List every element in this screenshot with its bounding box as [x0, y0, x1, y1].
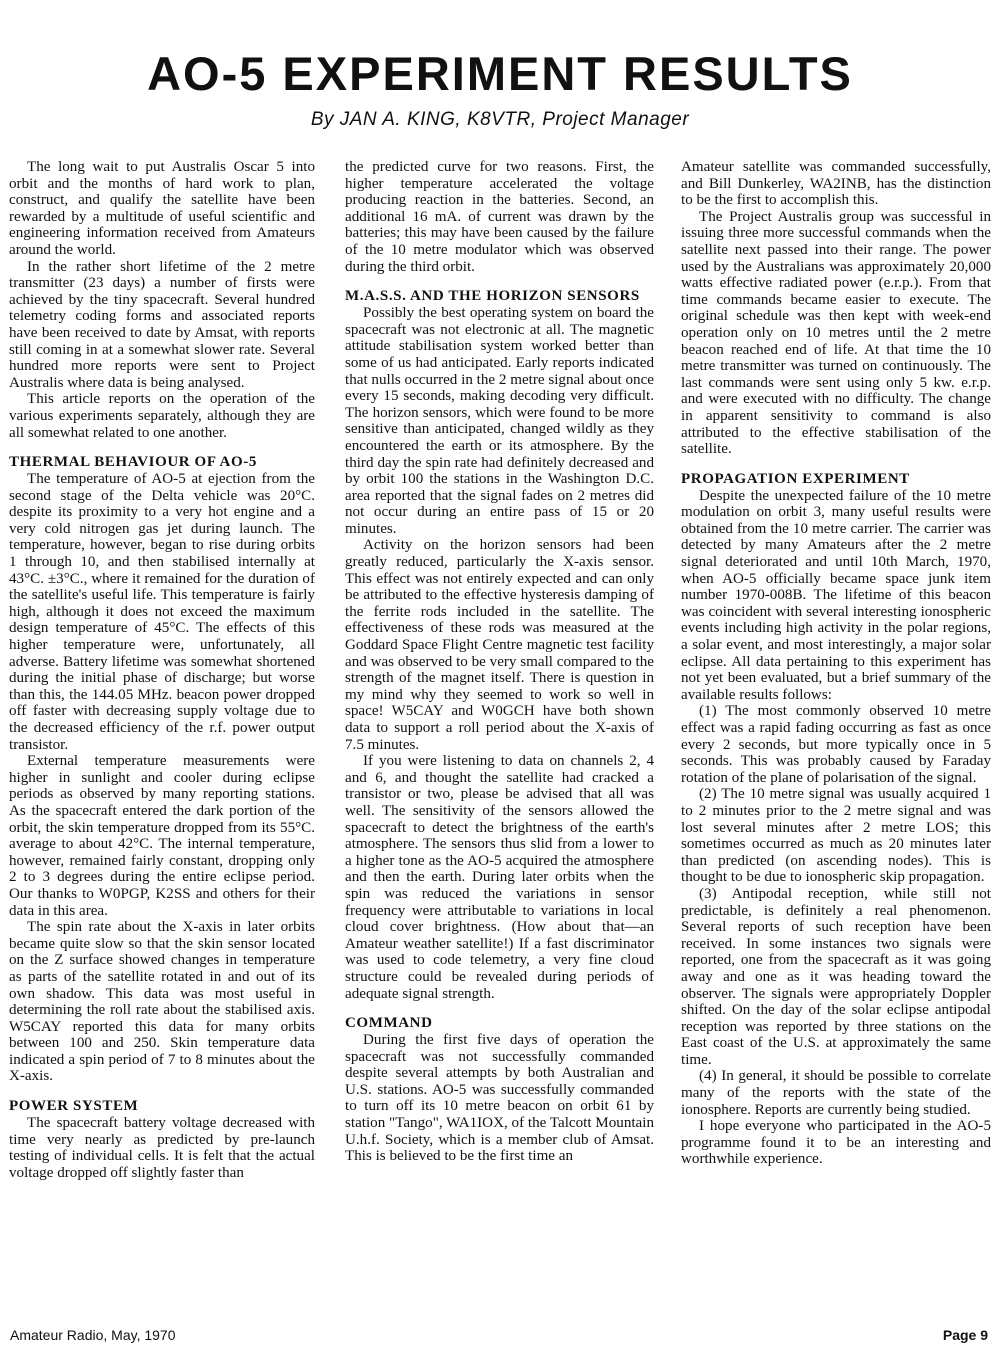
paragraph: The long wait to put Australis Oscar 5 into orbit and the months of hard work to plan, construct, and qualify the satellite have been rewarded by a multitude of useful scientific and engineering information received from Amateurs around the world. [9, 159, 315, 258]
section-heading-power: POWER SYSTEM [9, 1098, 139, 1115]
paragraph: (2) The 10 metre signal was usually acquired 1 to 2 minutes prior to the 2 metre signal and was lost several minutes after 2 metre LOS; this sometimes occurred as much as 20 minutes later than predicted (on ascending nodes). This is thought to be due to ionospheric skip propagation. [681, 786, 991, 886]
paragraph: the predicted curve for two reasons. First, the higher temperature accelerated the voltage producing reaction in the batteries. Second, an additional 16 mA. of current was drawn by the batteries; this may have been caused by the failure of the 10 metre modulator which was observed during the third orbit. [345, 159, 654, 275]
footer-publication: Amateur Radio, May, 1970 [10, 1327, 176, 1343]
paragraph: This article reports on the operation of the various experiments separately, although they are all somewhat related to one another. [9, 391, 315, 441]
paragraph: I hope everyone who participated in the AO-5 programme found it to be an interesting and worthwhile experience. [681, 1118, 991, 1168]
text-column-2 [345, 159, 654, 1309]
paragraph: In the rather short lifetime of the 2 metre transmitter (23 days) a number of firsts were achieved by the tiny spacecraft. Several hundred telemetry coding forms and associated reports have been received to date by Amsat, with reports still coming in at a somewhat slower rate. Several hundred more reports were sent to Project Australis where data is being analysed. [9, 258, 315, 391]
section-heading-mass: M.A.S.S. AND THE HORIZON SENSORS [345, 288, 640, 305]
paragraph: (3) Antipodal reception, while still not predictable, is definitely a real phenomenon. Several reports of such reception have been received. In some instances two signals were reported, one from the spacecraft as it was going away and one as it was heading toward the observer. The signals were appropriately Doppler shifted. On the day of the solar eclipse antipodal reception was reported by three stations on the East coast of the U.S. at approximately the same time. [681, 885, 991, 1068]
paragraph: (1) The most commonly observed 10 metre effect was a rapid fading occurring as fast as once every 2 seconds, but more typically once in 5 seconds. This was probably caused by Faraday rotation of the plane of polarisation of the signal. [681, 703, 991, 786]
section-heading-command: COMMAND [345, 1015, 433, 1032]
paragraph: (4) In general, it should be possible to correlate many of the reports with the state of the ionosphere. Reports are currently being studied. [681, 1068, 991, 1118]
paragraph: The Project Australis group was successful in issuing three more successful commands when the satellite next passed into their range. The power used by the Australians was approximately 20,000 watts effective radiated power (e.r.p.). From that time commands became easier to execute. The original schedule was then kept with week-end operation only on 10 metres until the 2 metre beacon reached end of life. At that time the 10 metre transmitter was turned on continuously. The last commands were sent using only 5 kw. e.r.p. and were executed with no difficulty. The change in apparent sensitivity to command is also attributed to the effective stabilisation of the satellite. [681, 208, 991, 458]
text-column-1 [9, 159, 315, 1309]
paragraph: Possibly the best operating system on board the spacecraft was not electronic at all. The magnetic attitude stabilisation system worked better than some of us had anticipated. Early reports indicated that nulls occurred in the 2 metre signal about once every 15 seconds, making decoding very difficult. The horizon sensors, which were found to be more sensitive than anticipated, changed wildly as they encountered the earth or its atmosphere. By the third day the spin rate had definitely decreased and by orbit 100 the stations in the Washington D.C. area reported that the signal fades on 2 metres did not occur during an entire pass of 15 or 20 minutes. [345, 305, 654, 537]
paragraph: Amateur satellite was commanded successfully, and Bill Dunkerley, WA2INB, has the distinction to be the first to accomplish this. [681, 159, 991, 209]
paragraph: Despite the unexpected failure of the 10 metre modulation on orbit 3, many useful results were obtained from the 10 metre carrier. The carrier was detected by many Amateurs after the 2 metre signal deteriorated and until 10th March, 1970, when AO-5 officially became space junk item number 1970-008B. The lifetime of this beacon was coincident with several interesting ionospheric events including high activity in the polar regions, a solar event, and most interestingly, a major solar eclipse. All data pertaining to this experiment has not yet been evaluated, but a brief summary of the available results follows: [681, 487, 991, 703]
section-heading-propagation: PROPAGATION EXPERIMENT [681, 470, 910, 487]
paragraph: External temperature measurements were higher in sunlight and cooler during eclipse periods as observed by many reporting stations. As the spacecraft entered the dark portion of the orbit, the skin temperature dropped from its 55°C. average to about 42°C. The internal temperature, however, remained fairly constant, dropping only 2 to 3 degrees during the entire eclipse period. Our thanks to W0PGP, K2SS and others for their data in this area. [9, 753, 315, 919]
paragraph: If you were listening to data on channels 2, 4 and 6, and thought the satellite had cracked a transistor or two, please be advised that all was well. The sensitivity of the sensors allowed the spacecraft to detect the brightness of the earth's atmosphere. The sensors thus slid from a lower to a higher tone as the AO-5 acquired the atmosphere and then the earth. During later orbits when the spin was reduced the variations in sensor frequency were attributable to variations in local cloud cover brightness. (How about that—an Amateur weather satellite!) If a fast discriminator was used to code telemetry, a very fine cloud structure could be revealed during periods of adequate signal strength. [345, 753, 654, 1002]
footer-page-number: Page 9 [942, 1327, 988, 1343]
section-heading-thermal: THERMAL BEHAVIOUR OF AO-5 [9, 454, 257, 471]
text-column-3 [681, 159, 991, 1309]
paragraph: The spacecraft battery voltage decreased with time very nearly as predicted by pre-launch testing of individual cells. It is felt that the actual voltage dropped off slightly faster than [9, 1115, 315, 1181]
article-title: AO-5 EXPERIMENT RESULTS [147, 47, 853, 100]
paragraph: The spin rate about the X-axis in later orbits became quite slow so that the skin sensor located on the Z surface showed changes in temperature as parts of the satellite rotated in and out of its own shadow. This data was most useful in determining the roll rate about the stabilised axis. W5CAY reported this data for many orbits between 100 and 250. Skin temperature data indicated a spin period of 7 to 8 minutes about the X-axis. [9, 919, 315, 1085]
paragraph: During the first five days of operation the spacecraft was not successfully commanded despite several attempts by both Australian and U.S. stations. AO-5 was successfully commanded to turn off its 10 metre beacon on orbit 61 by station "Tango", WA1IOX, of the Talcott Mountain U.h.f. Society, which is a member club of Amsat. This is believed to be the first time an [345, 1032, 654, 1165]
article-byline: By JAN A. KING, K8VTR, Project Manager [310, 109, 690, 130]
paragraph: Activity on the horizon sensors had been greatly reduced, particularly the X-axis sensor. This effect was not entirely expected and can only be attributed to the effective hysteresis damping of the ferrite rods included in the satellite. The effectiveness of these rods was measured at the Goddard Space Flight Centre magnetic test facility and was observed to be very small compared to the strength of the magnet itself. There is question in my mind why they seemed to work so well in space! W5CAY and W0GCH have both shown data to support a roll period about the X-axis of 7.5 minutes. [345, 537, 654, 753]
paragraph: The temperature of AO-5 at ejection from the second stage of the Delta vehicle was 20°C. despite its proximity to a very hot engine and a very cold nitrogen gas jet during launch. The temperature, however, began to rise during orbits 1 through 10, and then stabilised internally at 43°C. ±3°C., where it remained for the duration of the satellite's useful life. This temperature is fairly high, although it does not exceed the maximum design temperature of 45°C. The effects of this higher temperature were, unfortunately, all adverse. Battery lifetime was somewhat shortened during the initial phase of discharge; but worse than this, the 144.05 MHz. beacon power dropped off faster with decreasing supply voltage due to the decreased efficiency of the r.f. power output transistor. [9, 471, 315, 753]
